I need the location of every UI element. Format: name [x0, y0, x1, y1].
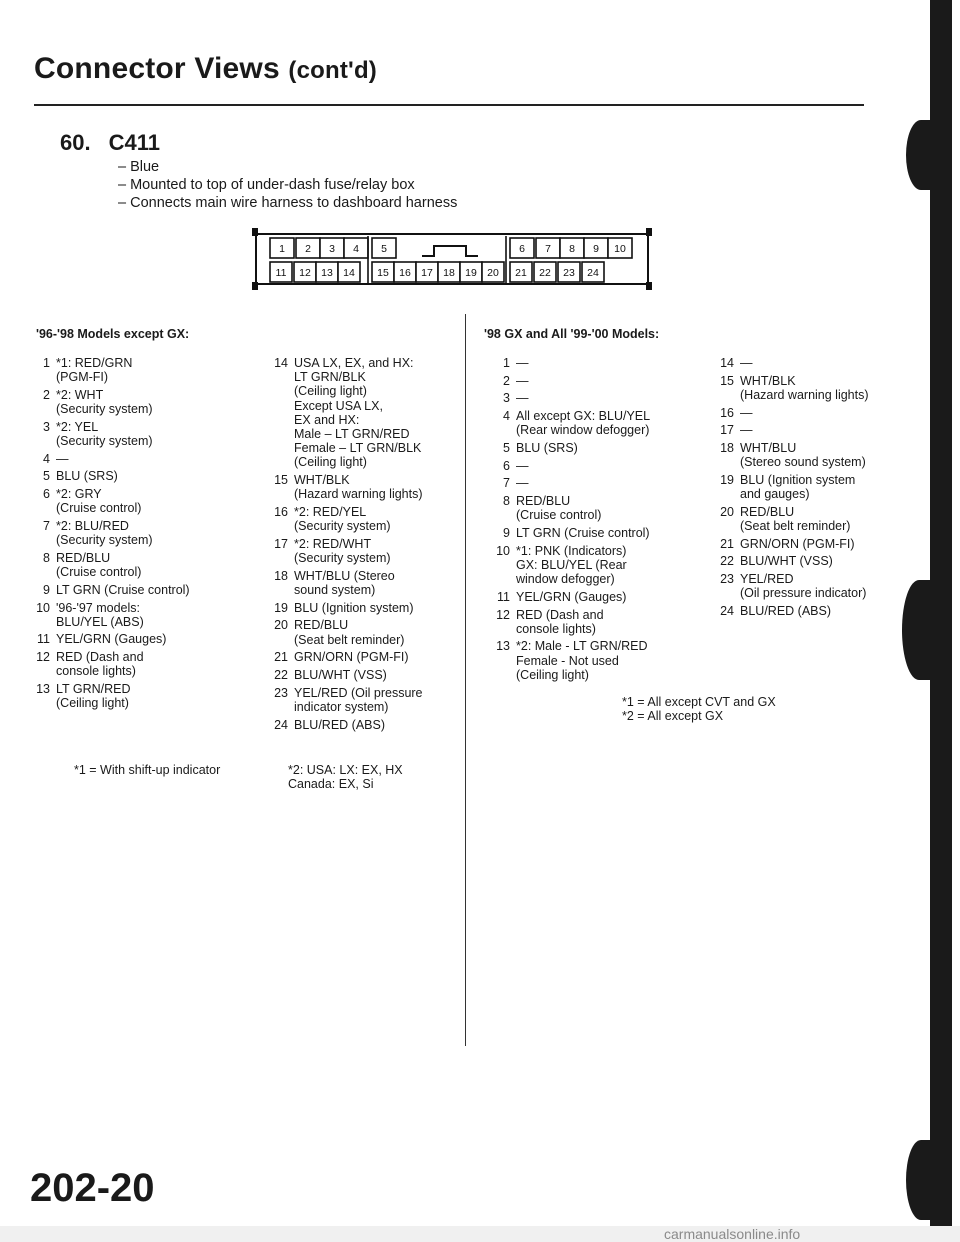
pin-label: 19	[465, 267, 477, 279]
thumb-tab	[906, 1140, 936, 1220]
left-pin-list-2	[268, 356, 468, 735]
pin-entry	[268, 650, 468, 664]
pin-entry	[714, 537, 914, 551]
title-rule	[34, 104, 864, 106]
pin-entry	[490, 356, 720, 370]
pin-description: *2: RED/WHT (Security system)	[294, 536, 391, 566]
pin-number: 17	[274, 536, 288, 551]
pin-label: 16	[399, 267, 411, 279]
pin-entry	[30, 487, 260, 515]
pin-description: BLU (Ignition system)	[294, 600, 414, 615]
pin-description: —	[516, 356, 529, 370]
pin-number: 9	[503, 526, 510, 541]
connector-pin-11	[270, 262, 292, 282]
pin-description: —	[516, 458, 529, 473]
pin-number: 7	[503, 476, 510, 491]
pin-description: WHT/BLK (Hazard warning lights)	[294, 473, 423, 502]
connector-pin-19	[460, 262, 482, 282]
pin-entry	[30, 650, 260, 678]
pin-number: 10	[496, 543, 510, 558]
pin-description: *2: WHT (Security system)	[56, 387, 153, 417]
footer-strip	[0, 1226, 960, 1242]
connector-pin-22	[534, 262, 556, 282]
pin-label: 8	[569, 243, 575, 255]
pin-entry	[714, 423, 914, 437]
pin-description: —	[56, 451, 69, 466]
pin-entry	[714, 356, 914, 370]
pin-number: 2	[43, 387, 50, 402]
pin-number: 12	[36, 650, 50, 665]
pin-description: —	[740, 405, 753, 420]
left-pin-list-1	[30, 356, 260, 714]
pin-label: 6	[519, 243, 525, 255]
pin-entry	[714, 473, 914, 501]
pin-description: YEL/RED (Oil pressure indicator)	[740, 572, 867, 601]
pin-entry	[30, 632, 260, 646]
pin-label: 21	[515, 267, 527, 279]
pin-label: 11	[275, 267, 287, 279]
pin-number: 15	[274, 473, 288, 488]
pin-label: 12	[299, 267, 311, 279]
pin-entry	[268, 505, 468, 533]
left-footnote-2: *2: USA: LX: EX, HX Canada: EX, Si	[288, 763, 403, 791]
pin-entry	[490, 639, 720, 682]
pin-description: YEL/RED (Oil pressure indicator system)	[294, 685, 423, 714]
description-line: – Mounted to top of under-dash fuse/relay box	[118, 176, 457, 194]
pin-number: 11	[497, 589, 510, 604]
pin-description: WHT/BLU (Stereo sound system)	[294, 568, 395, 598]
connector-pin-6	[510, 238, 534, 258]
pin-label: 10	[614, 243, 626, 255]
pin-description: YEL/GRN (Gauges)	[516, 589, 627, 604]
connector-pin-3	[320, 238, 344, 258]
pin-number: 9	[43, 582, 50, 597]
pin-number: 21	[274, 650, 288, 665]
connector-pin-8	[560, 238, 584, 258]
pin-description: YEL/GRN (Gauges)	[56, 632, 167, 647]
pin-entry	[490, 526, 720, 540]
pin-label: 14	[343, 267, 355, 279]
pin-entry	[268, 686, 468, 714]
pin-number: 22	[720, 554, 734, 569]
pin-number: 6	[43, 487, 50, 502]
pin-number: 4	[43, 451, 50, 466]
pin-number: 5	[503, 441, 510, 456]
pin-description: RED/BLU (Seat belt reminder)	[740, 504, 851, 534]
pin-description: LT GRN (Cruise control)	[56, 582, 190, 597]
left-footnote-1: *1 = With shift-up indicator	[74, 763, 221, 777]
pin-description: *2: GRY (Cruise control)	[56, 487, 142, 516]
pin-entry	[490, 476, 720, 490]
pin-entry	[268, 618, 468, 646]
pin-description: *1: RED/GRN (PGM-FI)	[56, 356, 133, 385]
pin-number: 3	[503, 391, 510, 406]
pin-entry	[30, 469, 260, 483]
pin-entry	[714, 604, 914, 618]
pin-number: 15	[720, 373, 734, 388]
connector-pin-21	[510, 262, 532, 282]
page-number: 202-20	[30, 1166, 155, 1210]
pin-description: GRN/ORN (PGM-FI)	[740, 536, 855, 551]
thumb-tab	[902, 580, 936, 680]
connector-pin-13	[316, 262, 338, 282]
pin-entry	[490, 391, 720, 405]
connector-pin-17	[416, 262, 438, 282]
pin-description: BLU/WHT (VSS)	[294, 668, 387, 683]
connector-pin-7	[536, 238, 560, 258]
pin-description: *1: PNK (Indicators) GX: BLU/YEL (Rear window defogger)	[516, 543, 627, 587]
binding-spine	[912, 0, 960, 1242]
right-pin-list-2	[714, 356, 914, 622]
pin-number: 6	[503, 458, 510, 473]
section-description	[118, 158, 457, 212]
pin-number: 11	[37, 632, 50, 647]
connector-pin-4	[344, 238, 368, 258]
section-heading	[60, 130, 178, 156]
pin-entry	[30, 388, 260, 416]
pin-description: BLU (SRS)	[56, 469, 118, 484]
pin-description: RED (Dash and console lights)	[56, 650, 144, 679]
pin-entry	[490, 608, 720, 636]
pin-number: 21	[720, 536, 734, 551]
pin-description: —	[516, 373, 529, 388]
pin-description: RED (Dash and console lights)	[516, 607, 604, 636]
description-line: – Connects main wire harness to dashboard harness	[118, 194, 457, 212]
pin-number: 22	[274, 668, 288, 683]
title-suffix: (cont'd)	[288, 57, 378, 84]
pin-description: RED/BLU (Seat belt reminder)	[294, 618, 405, 647]
description-line: – Blue	[118, 158, 457, 176]
pin-description: BLU/WHT (VSS)	[740, 554, 833, 569]
pin-number: 4	[503, 409, 510, 424]
pin-entry	[490, 441, 720, 455]
connector-pin-10	[608, 238, 632, 258]
pin-description: BLU (Ignition system and gauges)	[740, 472, 856, 502]
pin-entry	[30, 356, 260, 384]
pin-label: 9	[593, 243, 599, 255]
pin-number: 13	[496, 639, 510, 654]
pin-description: RED/BLU (Cruise control)	[516, 494, 602, 523]
pin-description: —	[516, 391, 529, 406]
connector-pin-9	[584, 238, 608, 258]
watermark: carmanualsonline.info	[664, 1226, 801, 1242]
pin-number: 19	[720, 472, 734, 487]
pin-label: 18	[443, 267, 455, 279]
pin-description: LT GRN (Cruise control)	[516, 526, 650, 541]
pin-description: '96-'97 models: BLU/YEL (ABS)	[56, 600, 144, 629]
thumb-tab	[906, 120, 936, 190]
pin-description: LT GRN/RED (Ceiling light)	[56, 682, 131, 711]
pin-entry	[30, 583, 260, 597]
title-text: Connector Views	[34, 52, 280, 85]
pin-number: 24	[720, 604, 734, 619]
pin-description: BLU/RED (ABS)	[740, 604, 831, 619]
pin-description: All except GX: BLU/YEL (Rear window defogger)	[516, 409, 651, 438]
pin-number: 1	[503, 356, 510, 370]
pin-label: 4	[353, 243, 359, 255]
pin-number: 18	[720, 441, 734, 456]
connector-pin-18	[438, 262, 460, 282]
connector-pin-12	[294, 262, 316, 282]
pin-number: 8	[43, 550, 50, 565]
pin-number: 23	[274, 685, 288, 700]
pin-label: 13	[321, 267, 333, 279]
pin-label: 20	[487, 267, 499, 279]
connector-pin-14	[338, 262, 360, 282]
pin-entry	[30, 519, 260, 547]
pin-entry	[30, 601, 260, 629]
connector-pin-20	[482, 262, 504, 282]
pin-entry	[268, 569, 468, 597]
pin-entry	[490, 374, 720, 388]
right-footnote: *1 = All except CVT and GX *2 = All except GX	[622, 695, 776, 723]
pin-label: 5	[381, 243, 387, 255]
pin-entry	[714, 441, 914, 469]
pin-number: 5	[43, 469, 50, 484]
connector-pin-15	[372, 262, 394, 282]
pin-label: 7	[545, 243, 551, 255]
pin-entry	[268, 537, 468, 565]
pin-label: 24	[587, 267, 599, 279]
pin-entry	[490, 409, 720, 437]
pin-description: WHT/BLK (Hazard warning lights)	[740, 373, 869, 402]
connector-pin-1	[270, 238, 294, 258]
pin-label: 1	[279, 243, 285, 255]
connector-id: C411	[108, 130, 160, 155]
pin-number: 18	[274, 568, 288, 583]
pin-number: 2	[503, 373, 510, 388]
connector-diagram	[252, 226, 652, 292]
pin-label: 2	[305, 243, 311, 255]
pin-description: *2: Male - LT GRN/RED Female - Not used (Ceiling light)	[516, 639, 648, 682]
pin-label: 15	[377, 267, 389, 279]
pin-entry	[30, 551, 260, 579]
pin-entry	[490, 459, 720, 473]
pin-number: 1	[43, 356, 50, 370]
pin-description: *2: RED/YEL (Security system)	[294, 505, 391, 534]
pin-number: 16	[274, 505, 288, 520]
pin-label: 22	[539, 267, 551, 279]
pin-description: *2: YEL (Security system)	[56, 419, 153, 449]
right-heading: '98 GX and All '99-'00 Models:	[484, 327, 660, 341]
pin-entry	[490, 590, 720, 604]
pin-number: 16	[720, 405, 734, 420]
pin-entry	[268, 473, 468, 501]
pin-label: 17	[421, 267, 433, 279]
pin-entry	[714, 572, 914, 600]
pin-number: 7	[43, 519, 50, 534]
pin-number: 14	[274, 356, 288, 370]
pin-description: RED/BLU (Cruise control)	[56, 550, 142, 580]
pin-entry	[30, 420, 260, 448]
pin-entry	[714, 554, 914, 568]
pin-number: 17	[720, 423, 734, 438]
pin-entry	[714, 406, 914, 420]
connector-pin-23	[558, 262, 580, 282]
connector-pin-2	[296, 238, 320, 258]
pin-number: 8	[503, 494, 510, 509]
pin-label: 3	[329, 243, 335, 255]
pin-number: 19	[274, 600, 288, 615]
left-heading: '96-'98 Models except GX:	[36, 327, 190, 341]
pin-description: WHT/BLU (Stereo sound system)	[740, 441, 866, 470]
pin-number: 14	[720, 356, 734, 370]
section-number: 60.	[60, 130, 91, 155]
pin-entry	[268, 601, 468, 615]
pin-label: 23	[563, 267, 575, 279]
pin-entry	[490, 494, 720, 522]
pin-number: 20	[720, 504, 734, 519]
pin-description: *2: BLU/RED (Security system)	[56, 519, 153, 548]
pin-entry	[714, 374, 914, 402]
pin-number: 10	[36, 600, 50, 615]
pin-description: —	[740, 356, 753, 370]
pin-entry	[30, 682, 260, 710]
pin-description: BLU/RED (ABS)	[294, 717, 385, 732]
pin-number: 3	[43, 419, 50, 434]
connector-pin-24	[582, 262, 604, 282]
pin-description: GRN/ORN (PGM-FI)	[294, 650, 409, 665]
pin-description: —	[740, 423, 753, 438]
connector-latch	[422, 246, 478, 256]
pin-number: 13	[36, 682, 50, 697]
pin-entry	[714, 505, 914, 533]
pin-description: USA LX, EX, and HX: LT GRN/BLK (Ceiling light) Except USA LX, EX and HX: Male – LT GRN/RED Female – LT GRN/BLK (Ceiling light)	[294, 356, 422, 470]
pin-entry	[490, 544, 720, 587]
pin-number: 20	[274, 618, 288, 633]
connector-pin-5	[372, 238, 396, 258]
right-pin-list-1	[490, 356, 720, 686]
pin-entry	[30, 452, 260, 466]
pin-entry	[268, 718, 468, 732]
page-title	[34, 52, 377, 86]
column-divider	[465, 314, 466, 1046]
pin-entry	[268, 668, 468, 682]
pin-number: 23	[720, 572, 734, 587]
pin-entry	[268, 356, 468, 470]
pin-description: —	[516, 476, 529, 491]
connector-pin-16	[394, 262, 416, 282]
pin-number: 24	[274, 717, 288, 732]
pin-description: BLU (SRS)	[516, 441, 578, 456]
pin-number: 12	[496, 607, 510, 622]
